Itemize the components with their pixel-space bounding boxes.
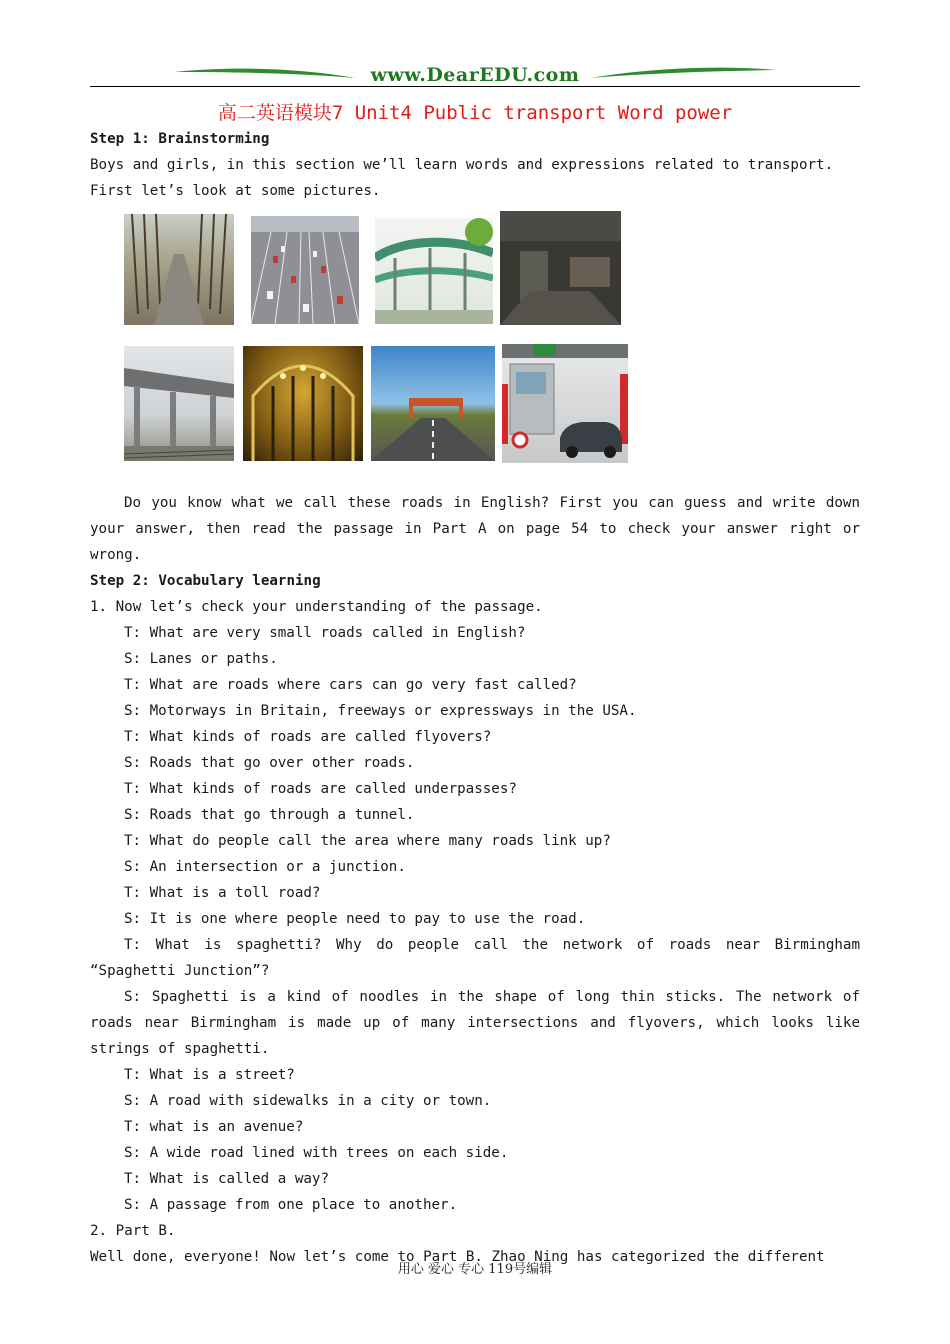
dialogue-line: T: what is an avenue? <box>124 1119 304 1135</box>
part-b-paragraph: Well done, everyone! Now let’s come to Part B. Zhao Ning has categorized the different <box>90 1249 825 1265</box>
document-body <box>90 126 860 1270</box>
underground-station-icon <box>243 346 363 461</box>
dialogue-line: S: A passage from one place to another. <box>124 1197 458 1213</box>
road-bridge-icon <box>124 346 234 461</box>
dialogue-line: T: What do people call the area where many roads link up? <box>124 833 611 849</box>
step2-heading: Step 2: Vocabulary learning <box>90 573 321 589</box>
page-footer: 用心 爱心 专心 119号编辑 <box>397 1262 553 1277</box>
dialogue-line: T: What are very small roads called in English? <box>124 625 526 641</box>
multi-lane-motorway-icon <box>251 216 359 324</box>
lane-photo <box>124 214 234 325</box>
curved-flyover-icon <box>375 218 493 324</box>
site-logo-text: www.DearEDU.com <box>370 64 580 86</box>
expressway-photo <box>371 346 495 461</box>
dialogue-line: S: Roads that go over other roads. <box>124 755 415 771</box>
step1-intro-line1: Boys and girls, in this section we’ll learn words and expressions related to transport. <box>90 157 834 173</box>
dialogue-line: T: What is a street? <box>124 1067 295 1083</box>
dialogue-line: S: Lanes or paths. <box>124 651 278 667</box>
step2-item1: 1. Now let’s check your understanding of the passage. <box>90 599 543 615</box>
flyover-photo <box>375 218 493 324</box>
dialogue-line: S: It is one where people need to pay to use the road. <box>124 911 586 927</box>
dialogue-line: S: Motorways in Britain, freeways or expressways in the USA. <box>124 703 637 719</box>
dialogue-line: T: What is a toll road? <box>124 885 321 901</box>
document-title: 高二英语模块7 Unit4 Public transport Word power <box>217 102 733 124</box>
site-logo-banner <box>170 64 780 86</box>
tree-lined-lane-icon <box>124 214 234 325</box>
header-divider <box>90 86 860 87</box>
dialogue-line: T: What is called a way? <box>124 1171 329 1187</box>
dialogue-line: S: A wide road lined with trees on each side. <box>124 1145 509 1161</box>
dialogue-line: T: What are roads where cars can go very fast called? <box>124 677 577 693</box>
dialogue-line: S: Roads that go through a tunnel. <box>124 807 415 823</box>
step1-heading: Step 1: Brainstorming <box>90 131 270 147</box>
subway-photo <box>243 346 363 461</box>
dialogue-line: T: What kinds of roads are called flyovers? <box>124 729 492 745</box>
bridge-photo <box>124 346 234 461</box>
toll-booth-icon <box>502 344 628 463</box>
dialogue-line: S: An intersection or a junction. <box>124 859 406 875</box>
dialogue-line: S: A road with sidewalks in a city or town. <box>124 1093 492 1109</box>
step1-intro-line2: First let’s look at some pictures. <box>90 183 381 199</box>
step2-item2: 2. Part B. <box>90 1223 176 1239</box>
tollbooth-photo <box>502 344 628 463</box>
tunnel-underpass-icon <box>500 211 621 325</box>
spaghetti-answer: S: Spaghetti is a kind of noodles in the shape of long thin sticks. The network of roads near Birmingham is made up of many intersections and flyovers, which looks like strings of spaghetti. <box>90 989 860 1057</box>
underpass-photo <box>500 211 621 325</box>
guess-paragraph: Do you know what we call these roads in English? First you can guess and write down your answer, then read the passage in Part A on page 54 to check your answer right or wrong. <box>90 495 860 563</box>
expressway-gate-icon <box>371 346 495 461</box>
spaghetti-question: T: What is spaghetti? Why do people call the network of roads near Birmingham “Spaghetti Junction”? <box>90 937 860 979</box>
dialogue-line: T: What kinds of roads are called underpasses? <box>124 781 517 797</box>
motorway-photo <box>251 216 359 324</box>
picture-gallery <box>90 204 860 490</box>
